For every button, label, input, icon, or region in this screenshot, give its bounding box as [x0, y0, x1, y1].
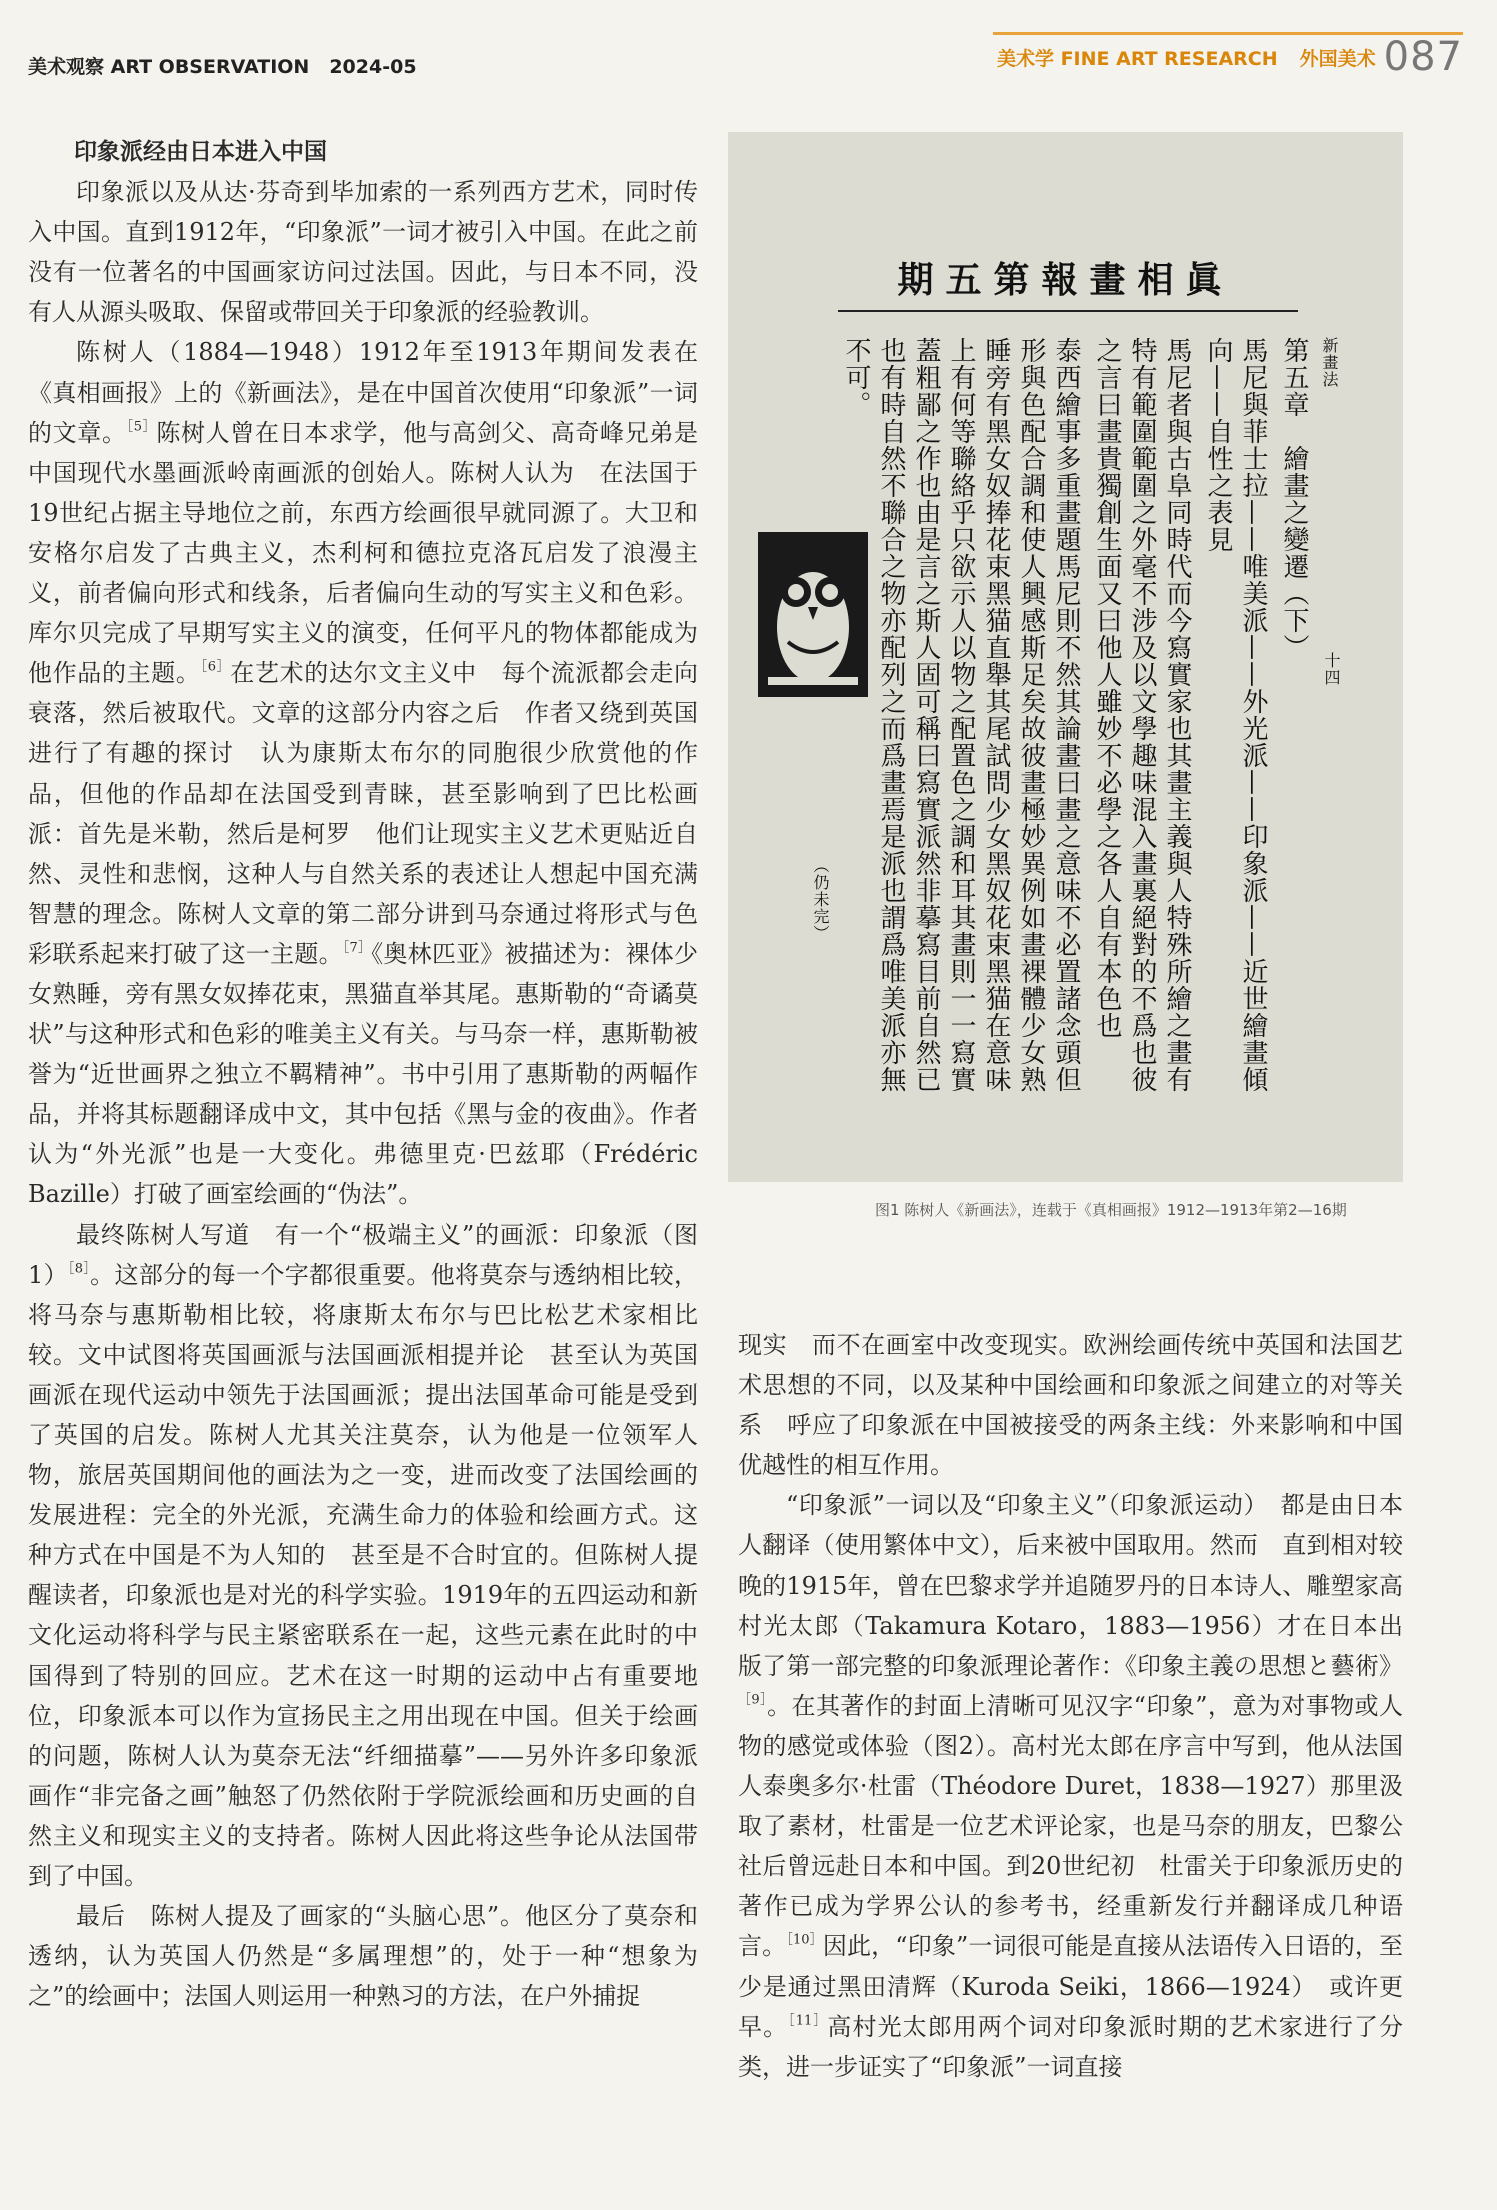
paragraph: 现实 而不在画室中改变现实。欧洲绘画传统中英国和法国艺术思想的不同，以及某种中国绘画和印象派之间建立的对等关系 呼应了印象派在中国被接受的两条主线：外来影响和中国优越性的相互作用。 [738, 1331, 1403, 1480]
owl-woodcut-icon [758, 532, 868, 697]
footnote-ref: ［8］ [67, 1261, 91, 1277]
footnote-ref: ［7］ [342, 940, 372, 956]
journal-title: 美术观察 ART OBSERVATION [28, 56, 310, 78]
paragraph: 印象派以及从达·芬奇到毕加索的一系列西方艺术，同时传入中国。直到1912年，“印象派”一词才被引入中国。在此之前 没有一位著名的中国画家访问过法国。因此，与日本不同，没有人从源头吸取、保留或带回关于印象派的经验教训。 [28, 178, 722, 327]
section-label: 美术学 FINE ART RESEARCH [996, 47, 1278, 70]
masthead-rule [838, 310, 1298, 312]
figure-page-number: 十四 [1322, 652, 1341, 686]
paragraph: “印象派”一词以及“印象主义”（印象派运动） 都是由日本人翻译（使用繁体中文），后来被中国取用。然而 直到相对较晚的1915年，曾在巴黎求学并追随罗丹的日本诗人、雕塑家高村光太郎（Takamura Kotaro，1883—1956）才在日本出版了第一部完整的印象派理论著作：《印象主義の思想と藝術》$^{[9]}$。在其著作的封面上清晰可见汉字“印象”，意为对事物或人物的感觉或体验（图2）。高村光太郎在序言中写到，他从法国人泰奥多尔·杜雷（Théodore Duret，1838—1927）那里汲取了素材，杜雷是一位艺术评论家，也是马奈的朋友，巴黎公社后曾远赴日本和中国。到20世纪初 杜雷关于印象派历史的著作已成为学界公认的参考书，经重新发行并翻译成几种语言。$^{[10]}$因此，“印象”一词很可能是直接从法语传入日语的，至少是通过黑田清辉（Kuroda Seiki，1866—1924） 或许更早。$^{[11]}$高村光太郎用两个词对印象派时期的艺术家进行了分类，进一步证实了“印象派”一词直接 [738, 1491, 1404, 2081]
section-title: 印象派经由日本进入中国 [74, 139, 327, 165]
footnote-ref: ［11］ [788, 2013, 828, 2029]
body-text: 泰西繪事多重畫題馬尼則不然其論畫曰畫之意味不必置諸念頭但形與色配合調和使人興感斯足矣故彼畫極妙異例如畫裸體少女熟睡旁有黑女奴捧花束黑猫直舉其尾試問少女黑奴花束黑猫在意味上有何等聯絡乎只欲示人以物之配置色之調和耳其畫則一一寫實蓋粗鄙之作也由是言之斯人固可稱曰寫實派然非摹寫目前自然已也有時自然不聯合之物亦配列之而爲畫焉是派也謂爲唯美派亦無不可。 [841, 337, 1081, 1093]
right-column [738, 1325, 1403, 2087]
chapter-title: 第五章 繪畫之變遷（下） [1279, 337, 1309, 661]
column-heading: 新畫法 [1320, 337, 1339, 388]
page-number: 087 [1383, 34, 1463, 80]
newspaper-masthead: 期五第報畫相眞 [897, 259, 1234, 301]
footnote-ref: ［5］ [126, 419, 157, 435]
figure-caption: 图1 陈树人《新画法》，连载于《真相画报》1912—1913年第2—16期 [875, 1201, 1347, 1219]
footnote-ref: ［10］ [786, 1933, 823, 1949]
subsection-label: 外国美术 [1299, 47, 1376, 70]
paragraph: 最后 陈树人提及了画家的“头脑心思”。他区分了莫奈和透纳，认为英国人仍然是“多属理想”的，处于一种“想象为之”的绘画中；法国人则运用一种熟习的方法，在户外捕捉 [28, 1902, 698, 2011]
continued-note: （仍未完） [811, 857, 830, 942]
section-header [997, 34, 1463, 80]
issue-date: 2024-05 [329, 56, 417, 78]
left-column [28, 132, 722, 2016]
journal-header [28, 52, 417, 79]
body-text: 馬尼者與古阜同時代而今寫實家也其畫主義與人特殊所繪之畫有特有範圍範圍之外毫不涉及以文學趣味混入畫裏絕對的不爲也彼之言曰畫貴獨創生面又曰他人雖妙不必學之各人自有本色也 [1092, 337, 1192, 1093]
paragraph: 陈树人（1884—1948）1912年至1913年期间发表在《真相画报》上的《新画法》，是在中国首次使用“印象派”一词的文章。$^{[5]}$陈树人曾在日本求学，他与高剑父、高奇峰兄弟是中国现代水墨画派岭南画派的创始人。陈树人认为 在法国于19世纪占据主导地位之前，东西方绘画很早就同源了。大卫和安格尔启发了古典主义，杰利柯和德拉克洛瓦启发了浪漫主义，前者偏向形式和线条，后者偏向生动的写实主义和色彩。库尔贝完成了早期写实主义的演变，任何平凡的物体都能成为他作品的主题。$^{[6]}$在艺术的达尔文主义中 每个流派都会走向衰落，然后被取代。文章的这部分内容之后 作者又绕到英国进行了有趣的探讨 认为康斯太布尔的同胞很少欣赏他的作品，但他的作品却在法国受到青睐，甚至影响到了巴比松画派：首先是米勒，然后是柯罗 他们让现实主义艺术更贴近自然、灵性和悲悯，这种人与自然关系的表述让人想起中国充满智慧的理念。陈树人文章的第二部分讲到马奈通过将形式与色彩联系起来打破了这一主题。$^{[7]}$《奥林匹亚》被描述为：裸体少女熟睡，旁有黑女奴捧花束，黑猫直举其尾。惠斯勒的“奇谲莫状”与这种形式和色彩的唯美主义有关。与马奈一样，惠斯勒被誉为“近世画界之独立不羁精神”。书中引用了惠斯勒的两幅作品，并将其标题翻译成中文，其中包括《黑与金的夜曲》。作者认为“外光派”也是一大变化。弗德里克·巴兹耶（Frédéric Bazille）打破了画室绘画的“伪法”。 [28, 338, 699, 1209]
chapter-subtitle: 馬尼與菲士拉——唯美派——外光派——印象派——近世繪畫傾向——自性之表見 [1203, 337, 1268, 1093]
figure-1 [728, 132, 1403, 1182]
footnote-ref: ［9］ [738, 1692, 768, 1708]
paragraph: 最终陈树人写道 有一个“极端主义”的画派：印象派（图1）$^{[8]}$。这部分的每一个字都很重要。他将莫奈与透纳相比较，将马奈与惠斯勒相比较，将康斯太布尔与巴比松艺术家相比较。文中试图将英国画派与法国画派相提并论 甚至认为英国画派在现代运动中领先于法国画派；提出法国革命可能是受到了英国的启发。陈树人尤其关注莫奈，认为他是一位领军人物，旅居英国期间他的画法为之一变，进而改变了法国绘画的发展进程：完全的外光派，充满生命力的体验和绘画方式。这种方式在中国是不为人知的 甚至是不合时宜的。但陈树人提醒读者，印象派也是对光的科学实验。1919年的五四运动和新文化运动将科学与民主紧密联系在一起，这些元素在此时的中国得到了特别的回应。艺术在这一时期的运动中占有重要地位，印象派本可以作为宣扬民主之用出现在中国。但关于绘画的问题，陈树人认为莫奈无法“纤细描摹”——另外许多印象派画作“非完备之画”触怒了仍然依附于学院派绘画和历史画的自然主义和现实主义的支持者。陈树人因此将这些争论从法国带到了中国。 [28, 1220, 698, 1891]
footnote-ref: ［6］ [200, 659, 231, 675]
vertical-text [808, 337, 1341, 1097]
